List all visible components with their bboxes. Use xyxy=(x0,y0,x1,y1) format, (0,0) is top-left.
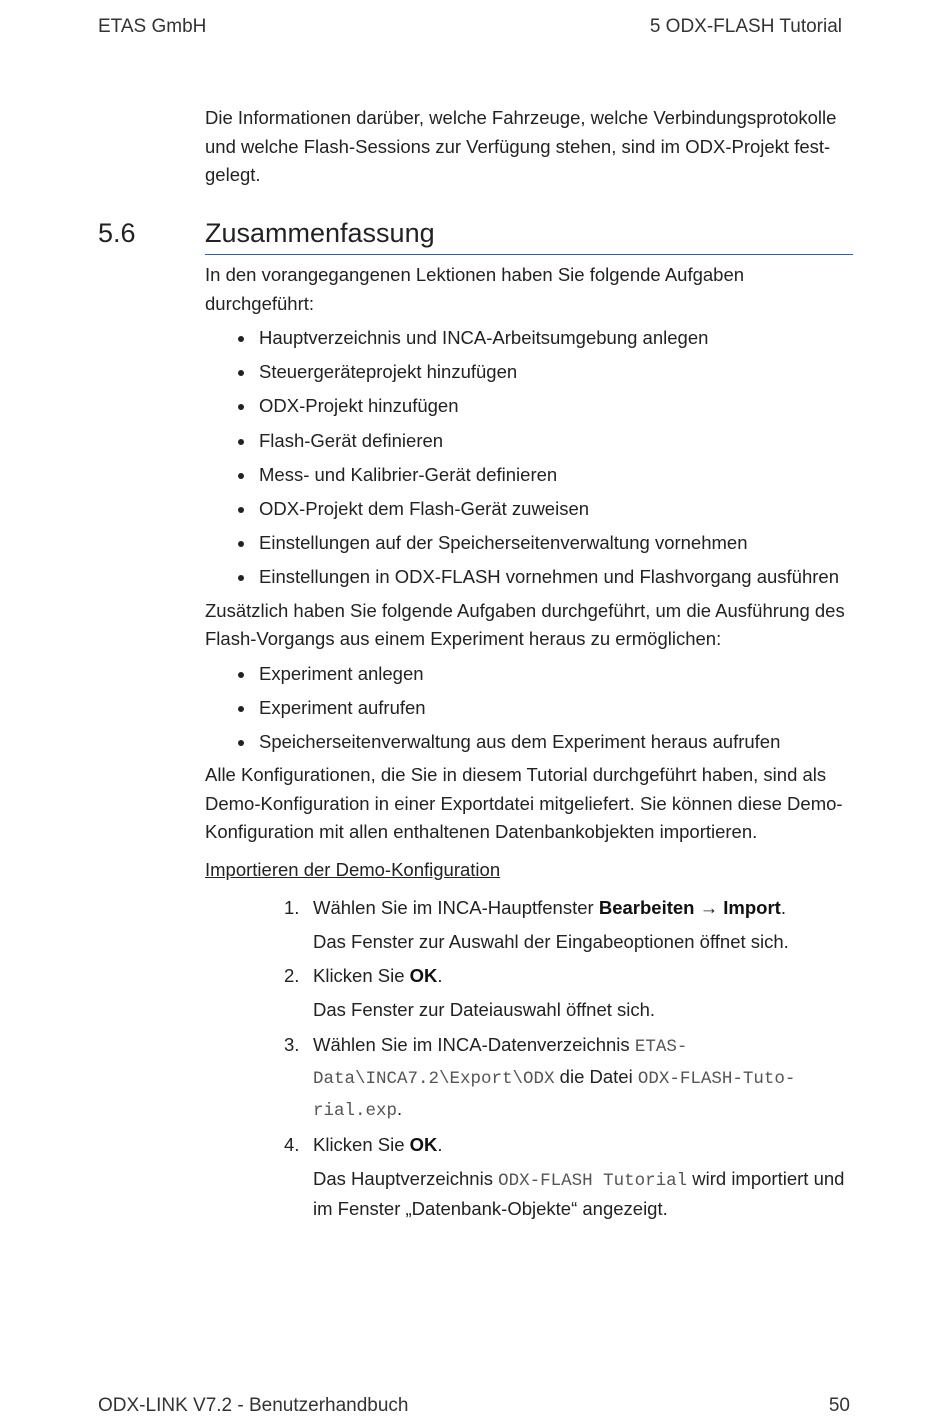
header-company: ETAS GmbH xyxy=(98,16,207,37)
intro-paragraph: Die Informationen darüber, welche Fahrzeuge, welche Verbindungsprotokolle und welche Flash-Sessions zur Verfügung stehen, sind im ODX-Projekt fest-gelegt. xyxy=(205,107,837,185)
section-title-rule xyxy=(205,254,853,255)
bullet-icon xyxy=(238,370,244,376)
bullet-icon xyxy=(238,473,244,479)
ok-label: OK xyxy=(409,1133,438,1155)
bullet-icon xyxy=(238,672,244,678)
bullet-icon xyxy=(238,706,244,712)
list-item: Steuergeräteprojekt hinzufügen xyxy=(205,355,845,389)
root-directory-name: ODX-FLASH Tutorial xyxy=(498,1170,688,1191)
list-item: Hauptverzeichnis und INCA-Arbeitsumgebung anlegen xyxy=(205,321,845,355)
bullet-icon xyxy=(238,336,244,342)
summary-block xyxy=(205,261,845,1223)
section-title: Zusammenfassung xyxy=(205,218,435,248)
list-item: ODX-Projekt hinzufügen xyxy=(205,389,845,423)
arrow-icon: → xyxy=(694,896,724,918)
header-chapter: 5 ODX-FLASH Tutorial xyxy=(649,16,842,37)
step-1: 1. Wählen Sie im INCA-Hauptfenster Bearbeiten → Import. Das Fenster zur Auswahl der Eingabeoptionen öffnet sich. xyxy=(205,894,845,956)
step-2: 2. Klicken Sie OK. Das Fenster zur Dateiauswahl öffnet sich. xyxy=(205,962,845,1024)
menu-import: Import xyxy=(723,896,781,918)
step-2-result: Das Fenster zur Dateiauswahl öffnet sich. xyxy=(313,998,656,1020)
additional-lead: Zusätzlich haben Sie folgende Aufgaben durchgeführt, um die Ausführung des Flash-Vorgangs aus einem Experiment heraus zu ermöglichen: xyxy=(205,599,845,650)
menu-edit: Bearbeiten xyxy=(598,896,695,918)
bullet-icon xyxy=(238,575,244,581)
data-path-cont: Data\INCA7.2\Export\ODX xyxy=(313,1068,555,1089)
bullet-icon xyxy=(238,541,244,547)
task-list xyxy=(205,321,845,595)
bullet-icon xyxy=(238,507,244,513)
list-item: Speicherseitenverwaltung aus dem Experiment heraus aufrufen xyxy=(205,725,845,759)
section-number: 5.6 xyxy=(98,218,136,248)
intro-block xyxy=(205,104,845,190)
footer-manual-title: ODX-LINK V7.2 - Benutzerhandbuch xyxy=(98,1395,409,1416)
list-item: Einstellungen auf der Speicherseitenverwaltung vornehmen xyxy=(205,526,845,560)
footer-page-number: 50 xyxy=(828,1395,850,1416)
data-path: ETAS- xyxy=(634,1036,688,1057)
list-item: Mess- und Kalibrier-Gerät definieren xyxy=(205,458,845,492)
list-item: ODX-Projekt dem Flash-Gerät zuweisen xyxy=(205,492,845,526)
step-3: 3. Wählen Sie im INCA-Datenverzeichnis ETAS- Data\INCA7.2\Export\ODX die Datei ODX-FLASH-Tuto- rial.exp. xyxy=(284,1033,796,1121)
bullet-icon xyxy=(238,439,244,445)
import-steps xyxy=(205,894,845,1223)
list-item: Einstellungen in ODX-FLASH vornehmen und Flashvorgang ausführen xyxy=(205,560,845,594)
additional-task-list xyxy=(205,657,845,760)
list-item: Flash-Gerät definieren xyxy=(205,424,845,458)
file-name-cont: rial.exp xyxy=(313,1100,398,1121)
step-4: 4. Klicken Sie OK. Das Hauptverzeichnis ODX-FLASH Tutorial wird importiert und im Fenster „Datenbank-Objekte“ angezeigt. xyxy=(205,1131,845,1223)
bullet-icon xyxy=(238,740,244,746)
file-name: ODX-FLASH-Tuto- xyxy=(637,1068,796,1089)
bullet-icon xyxy=(238,404,244,410)
config-paragraph: Alle Konfigurationen, die Sie in diesem Tutorial durchgeführt haben, sind als Demo-Konfiguration in einer Exportdatei mitgeliefert. Sie können diese Demo-Konfiguration mit allen enthaltenen Datenbankobjekten importieren. xyxy=(205,764,843,843)
step-1-result: Das Fenster zur Auswahl der Eingabeoptionen öffnet sich. xyxy=(313,930,789,952)
list-item: Experiment anlegen xyxy=(205,657,845,691)
summary-lead: In den vorangegangenen Lektionen haben Sie folgende Aufgaben durchgeführt: xyxy=(205,264,745,314)
ok-label: OK xyxy=(409,964,438,986)
list-item: Experiment aufrufen xyxy=(205,691,845,725)
import-heading-link[interactable]: Importieren der Demo-Konfiguration xyxy=(205,858,501,880)
step-4-result: Das Hauptverzeichnis ODX-FLASH Tutorial wird importiert und im Fenster „Datenbank-Objekte“ angezeigt. xyxy=(313,1167,845,1219)
